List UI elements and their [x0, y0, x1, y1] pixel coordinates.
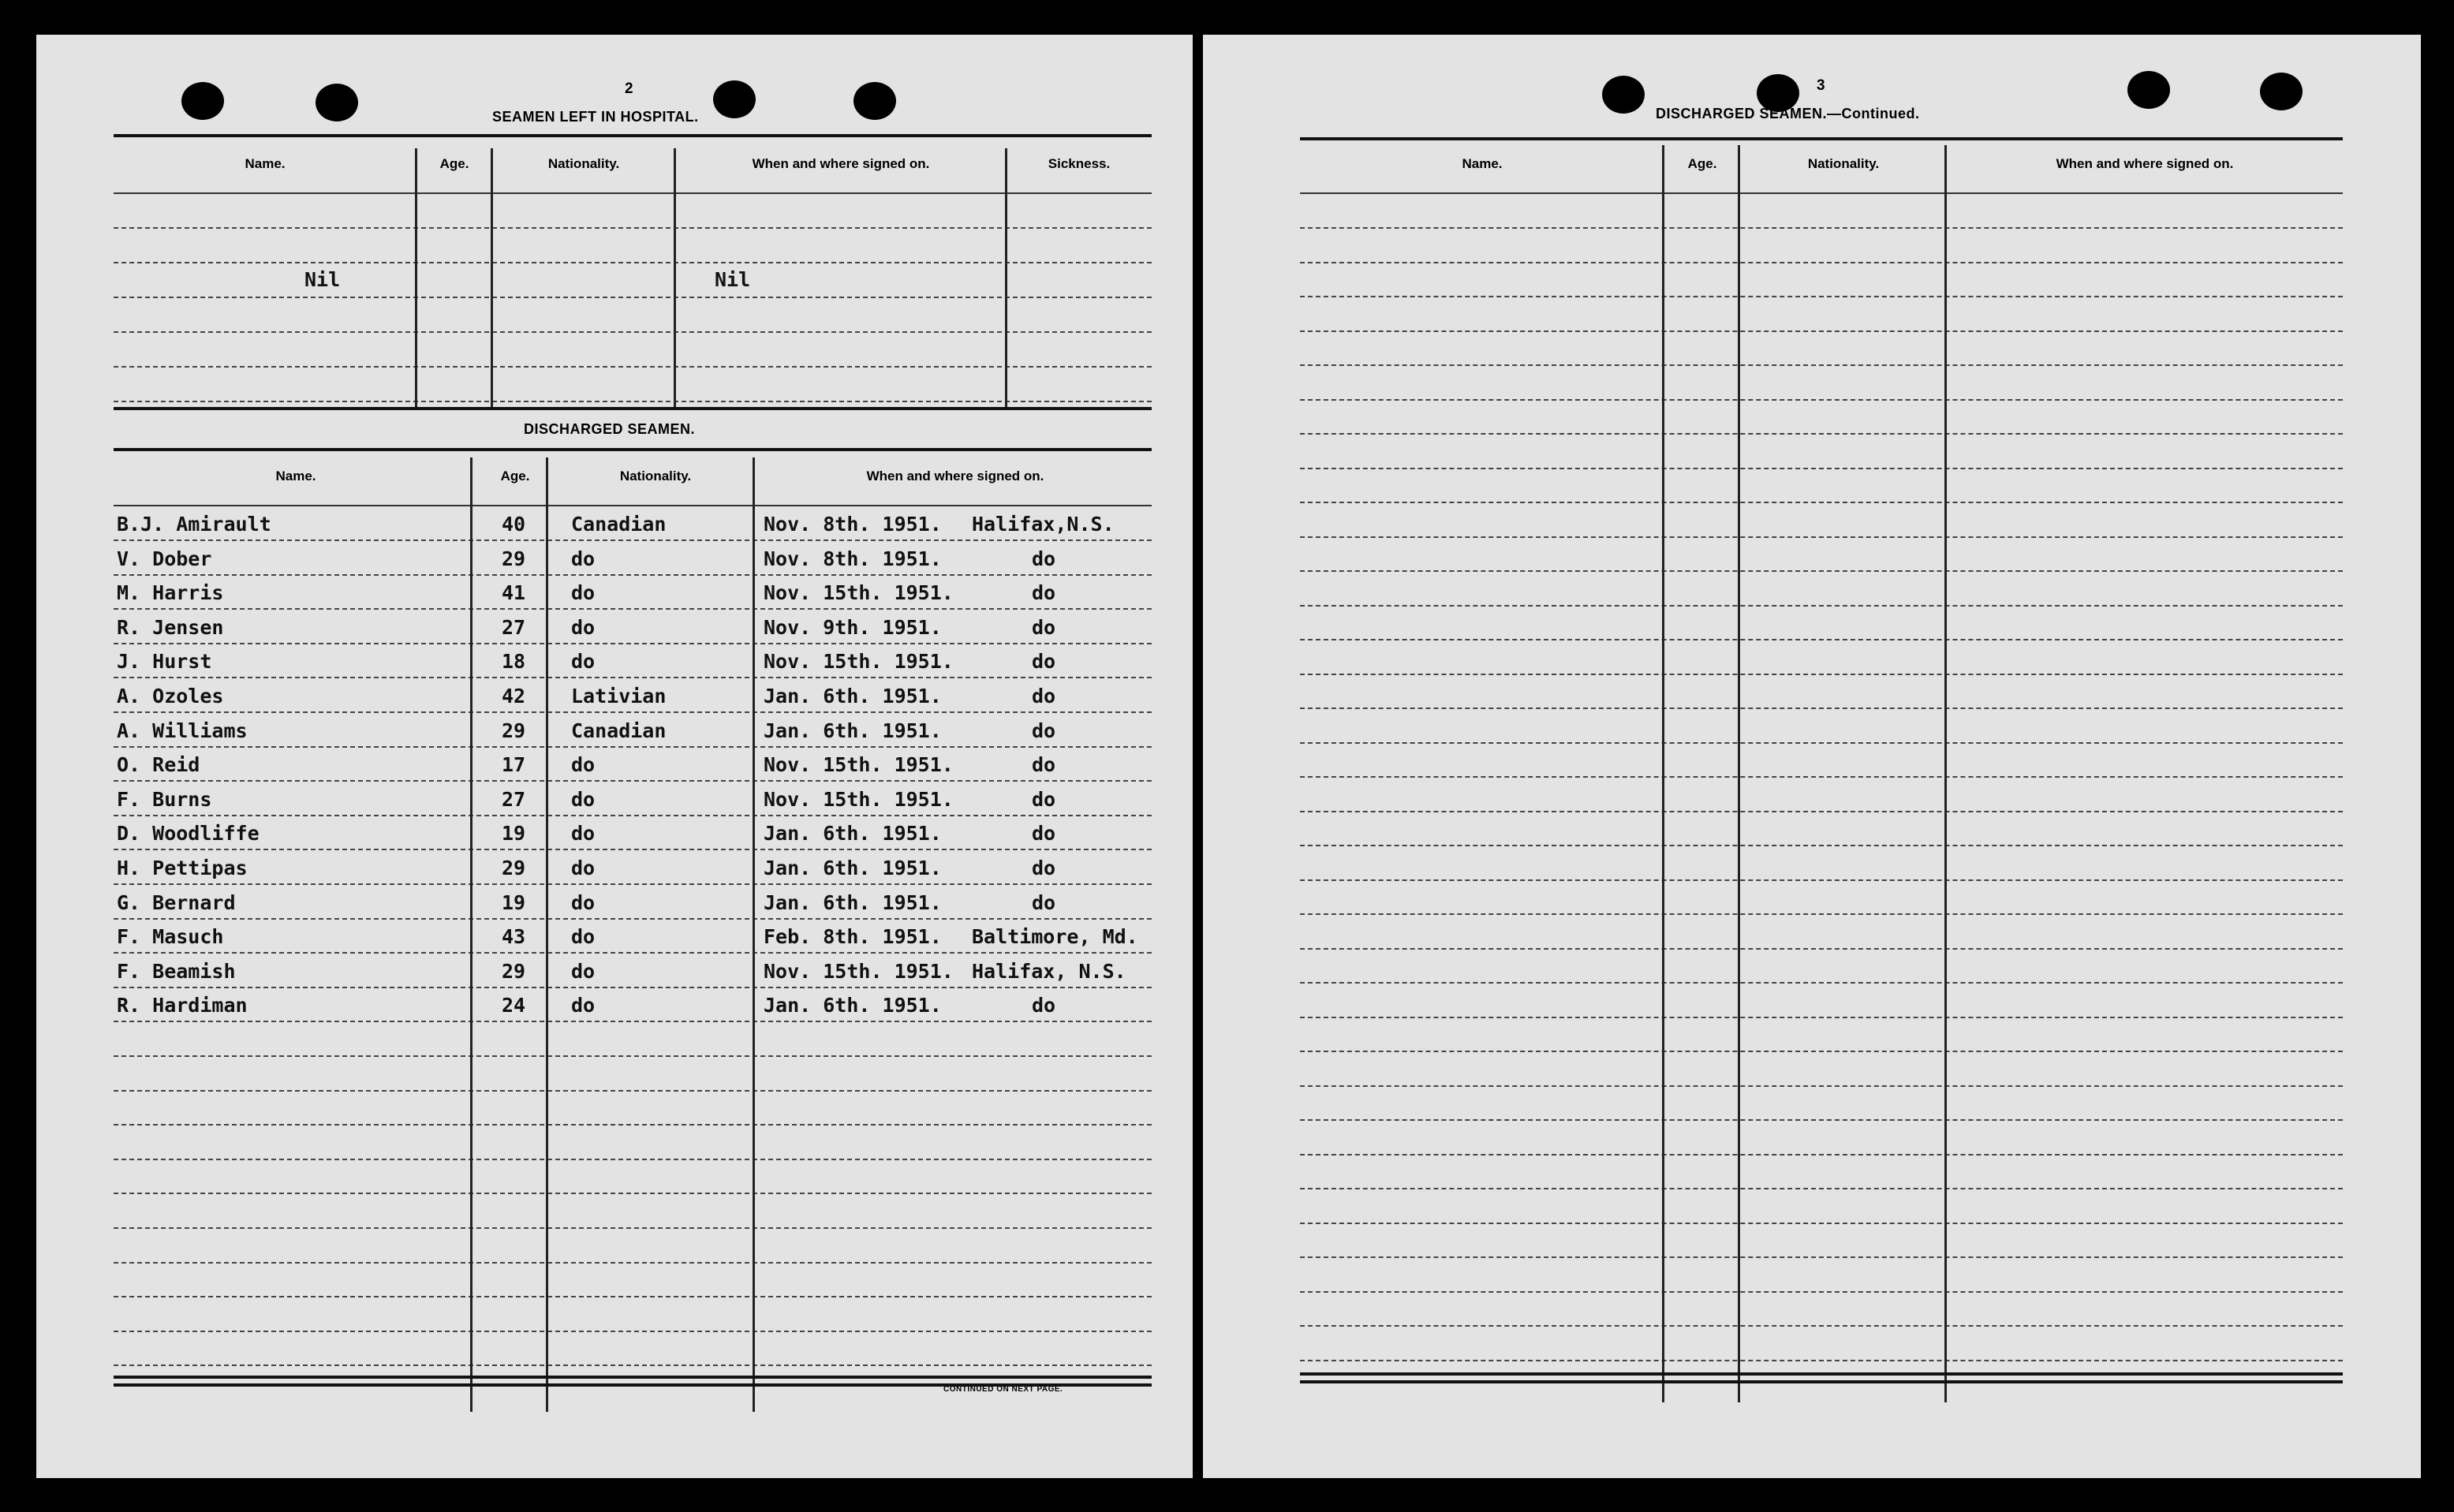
seaman-name: A. Ozoles [117, 685, 224, 707]
seaman-signed-place: do [1032, 685, 1056, 707]
hospital-header-nationality: Nationality. [547, 156, 620, 171]
seaman-nationality: Lativian [571, 685, 667, 707]
seaman-name: F. Burns [117, 787, 212, 811]
seaman-name: R. Hardiman [117, 994, 248, 1017]
seaman-name: V. Dober [117, 547, 212, 570]
seaman-nationality: do [571, 787, 596, 811]
seaman-name: G. Bernard [117, 890, 236, 914]
seaman-age: 17 [502, 753, 526, 777]
seaman-age: 27 [502, 615, 526, 639]
hospital-header-name: Name. [245, 156, 286, 171]
seaman-name: H. Pettipas [117, 857, 248, 879]
seaman-signed-date: Nov. 15th. 1951. [764, 581, 954, 605]
seaman-signed-place: do [1032, 615, 1056, 639]
hospital-title: SEAMEN LEFT IN HOSPITAL. [492, 109, 699, 125]
seaman-nationality: do [571, 753, 596, 777]
seaman-age: 19 [502, 890, 526, 914]
hospital-header-signed-on: When and where signed on. [752, 156, 930, 171]
punch-hole [181, 82, 224, 120]
seaman-signed-date: Jan. 6th. 1951. [764, 685, 942, 707]
seaman-signed-date: Jan. 6th. 1951. [764, 822, 942, 846]
hospital-header-age: Age. [439, 156, 469, 171]
punch-hole [1602, 76, 1645, 114]
seaman-age: 29 [502, 959, 526, 983]
discharged-header-nationality: Nationality. [619, 469, 692, 483]
seaman-nationality: do [571, 959, 596, 983]
seaman-name: A. Williams [117, 719, 248, 742]
seaman-age: 43 [502, 925, 526, 949]
seaman-name: M. Harris [117, 581, 224, 605]
seaman-age: 27 [502, 787, 526, 811]
continued-footer: CONTINUED ON NEXT PAGE. [943, 1385, 1063, 1394]
seaman-nationality: Canadian [571, 513, 667, 536]
hospital-header-sickness: Sickness. [1048, 156, 1111, 171]
seaman-name: F. Masuch [117, 925, 224, 949]
hospital-signed-nil: Nil [715, 268, 751, 291]
seaman-nationality: do [571, 650, 596, 674]
seaman-age: 29 [502, 857, 526, 879]
seaman-nationality: do [571, 822, 596, 846]
seaman-age: 40 [502, 513, 526, 536]
left-page [36, 35, 1193, 1478]
seaman-signed-place: do [1032, 994, 1056, 1017]
seaman-signed-date: Jan. 6th. 1951. [764, 719, 942, 742]
seaman-signed-date: Nov. 15th. 1951. [764, 650, 954, 674]
seaman-nationality: Canadian [571, 719, 667, 742]
seaman-nationality: do [571, 925, 596, 949]
seaman-signed-date: Nov. 9th. 1951. [764, 615, 942, 639]
right-page [1203, 35, 2421, 1478]
seaman-signed-place: do [1032, 857, 1056, 879]
seaman-signed-date: Nov. 15th. 1951. [764, 959, 954, 983]
seaman-signed-place: do [1032, 581, 1056, 605]
seaman-name: B.J. Amirault [117, 513, 271, 536]
seaman-signed-place: Halifax,N.S. [972, 513, 1115, 536]
discharged-header-age: Age. [500, 469, 530, 483]
seaman-nationality: do [571, 857, 596, 879]
seaman-name: R. Jensen [117, 615, 224, 639]
seaman-nationality: do [571, 547, 596, 570]
seaman-signed-place: do [1032, 719, 1056, 742]
right-header-age: Age. [1687, 156, 1717, 171]
punch-hole [316, 84, 358, 121]
seaman-nationality: do [571, 615, 596, 639]
seaman-signed-place: do [1032, 547, 1056, 570]
seaman-name: F. Beamish [117, 959, 236, 983]
right-header-nationality: Nationality. [1807, 156, 1880, 171]
seaman-signed-place: do [1032, 753, 1056, 777]
discharged-header-name: Name. [275, 469, 316, 483]
seaman-signed-place: Halifax, N.S. [972, 959, 1126, 983]
seaman-signed-date: Jan. 6th. 1951. [764, 857, 942, 879]
page-number: 3 [1817, 77, 1825, 94]
seaman-signed-date: Nov. 15th. 1951. [764, 753, 954, 777]
discharged-title: DISCHARGED SEAMEN. [524, 421, 696, 437]
seaman-signed-date: Jan. 6th. 1951. [764, 994, 942, 1017]
seaman-nationality: do [571, 994, 596, 1017]
seaman-name: D. Woodliffe [117, 822, 260, 846]
seaman-name: O. Reid [117, 753, 200, 777]
right-header-name: Name. [1462, 156, 1503, 171]
discharged-continued-title: DISCHARGED SEAMEN.—Continued. [1656, 106, 1920, 121]
seaman-nationality: do [571, 581, 596, 605]
hospital-name-nil: Nil [304, 268, 341, 291]
seaman-age: 19 [502, 822, 526, 846]
punch-hole [2127, 71, 2170, 109]
seaman-signed-date: Jan. 6th. 1951. [764, 890, 942, 914]
seaman-signed-date: Feb. 8th. 1951. [764, 925, 942, 949]
seaman-age: 29 [502, 719, 526, 742]
seaman-age: 18 [502, 650, 526, 674]
seaman-name: J. Hurst [117, 650, 212, 674]
seaman-age: 42 [502, 685, 526, 707]
seaman-signed-place: Baltimore, Md. [972, 925, 1138, 949]
punch-hole [713, 80, 756, 118]
seaman-signed-date: Nov. 8th. 1951. [764, 513, 942, 536]
seaman-signed-date: Nov. 8th. 1951. [764, 547, 942, 570]
seaman-age: 41 [502, 581, 526, 605]
seaman-signed-place: do [1032, 650, 1056, 674]
seaman-signed-date: Nov. 15th. 1951. [764, 787, 954, 811]
punch-hole [853, 82, 896, 120]
page-number: 2 [625, 80, 633, 97]
seaman-age: 29 [502, 547, 526, 570]
seaman-signed-place: do [1032, 890, 1056, 914]
seaman-age: 24 [502, 994, 526, 1017]
punch-hole [2260, 73, 2303, 110]
discharged-header-signed-on: When and where signed on. [866, 469, 1044, 483]
seaman-signed-place: do [1032, 787, 1056, 811]
right-header-signed-on: When and where signed on. [2056, 156, 2234, 171]
seaman-signed-place: do [1032, 822, 1056, 846]
seaman-nationality: do [571, 890, 596, 914]
